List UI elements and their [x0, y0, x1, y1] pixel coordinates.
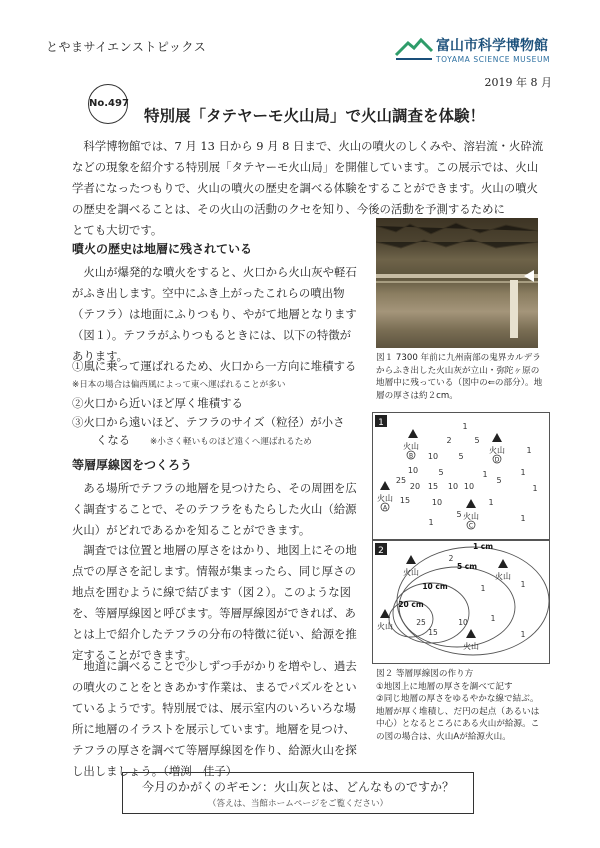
volcano-label: 火山 [403, 442, 419, 451]
svg-text:10: 10 [463, 482, 475, 491]
monthly-question-box [122, 772, 474, 814]
isopach-paragraph-3: 地道に調べることで少しずつ手がかりを増やし、過去の噴火のことをときあかす作業は、まるでパズルをといているようです。特別展では、展示室内のいろいろな場所に地層のイラストを展示しています。地層を見つけ、テフラの厚さを調べて等層厚線図を作り、給源火山を探し出しましょう。（増渕 佳子） [72, 659, 357, 778]
svg-text:D: D [494, 456, 500, 464]
arrow-marker-icon [524, 270, 534, 282]
monthly-question: 今月のかがくのギモン：火山灰とは、どんなものですか？ [141, 780, 454, 794]
figure1-caption [376, 352, 546, 402]
figure2-caption [376, 668, 546, 743]
panel-label: 2 [378, 546, 384, 556]
answer-note: （答えは、当館ホームページをご覧ください） [207, 799, 389, 809]
feature-item-3-cont: くなる [96, 433, 131, 447]
svg-text:5: 5 [438, 468, 444, 477]
svg-text:1: 1 [520, 514, 526, 523]
section-heading-strata: 噴火の歴史は地層に残されている [72, 242, 253, 256]
volcano-label: 火山 [403, 568, 419, 577]
figure2-caption-line-1: ①地図上に地層の厚さを調べて記す [376, 681, 513, 692]
figure1-caption-text: 図１ 7300 年前に九州南部の鬼界カルデラからふき出した火山灰が立山・弥陀ヶ原の地層中に残っている（図中の⇐の部分）。地層の厚さは約２cm。 [376, 353, 543, 401]
svg-text:1: 1 [428, 518, 434, 527]
svg-text:10: 10 [431, 498, 443, 507]
svg-text:25: 25 [416, 618, 426, 627]
section-strata-body: 火山が爆発的な噴火をすると、火口から火山灰や軽石がふき出します。空中にふき上がったこれらの噴出物（テフラ）は地面にふりつもり、やがて地層となります（図１）。テフラがふりつもるときには、以下の特徴があります。 [72, 265, 357, 363]
svg-text:1: 1 [520, 468, 526, 477]
issue-date: 2019 年 8 月 [484, 76, 552, 89]
isopach-figure-step1 [372, 412, 550, 540]
svg-text:5: 5 [496, 476, 502, 485]
svg-text:B: B [408, 452, 414, 460]
feature-item-3: ③火口から遠いほど、テフラのサイズ（粒径）が小さ [72, 415, 345, 429]
panel-label: 1 [378, 418, 384, 428]
feature-note-1: ※日本の場合は偏西風によって東へ運ばれることが多い [72, 380, 286, 390]
svg-text:15: 15 [428, 628, 438, 637]
svg-text:10: 10 [427, 452, 439, 461]
volcano-label: 火山 [495, 572, 511, 581]
svg-text:1: 1 [462, 422, 468, 431]
intro-paragraph-end: とても大切です。 [72, 223, 163, 237]
svg-text:25: 25 [395, 476, 407, 485]
svg-text:10: 10 [447, 482, 459, 491]
isopach-paragraph-1: ある場所でテフラの地層を見つけたら、その周囲を広く調査することで、そのテフラをもたらした火山（給源火山）がどれであるかを知ることができます。 [72, 481, 357, 537]
svg-text:1: 1 [490, 614, 496, 623]
feature-item-1: ①風に乗って運ばれるため、火口から一方向に堆積する [72, 359, 357, 373]
volcano-label: 火山 [377, 622, 393, 631]
svg-text:1: 1 [482, 470, 488, 479]
svg-text:1: 1 [532, 484, 538, 493]
volcano-label: 火山 [489, 446, 505, 455]
svg-text:5: 5 [458, 452, 464, 461]
figure2-caption-line-2: ②同じ地層の厚さをゆるやかな線で結ぶ。地層が厚く堆積し、だ円の起点（あるいは中心）となるところにある火山が給源。この図の場合は、火山Aが給源火山。 [376, 694, 540, 742]
volcano-label: 火山 [463, 512, 479, 521]
series-title: とやまサイエンストピックス [46, 40, 207, 54]
volcano-label: 火山 [463, 642, 479, 651]
svg-text:1: 1 [480, 584, 486, 593]
contour-label: 1 cm [472, 542, 494, 551]
mountain-logo-icon [394, 37, 434, 61]
feature-item-2: ②火口から近いほど厚く堆積する [72, 396, 243, 410]
intro-paragraph: 科学博物館では、7 月 13 日から 9 月 8 日まで、火山の噴火のしくみや、溶岩流・火砕流などの現象を紹介する特別展「タテヤーモ火山局」を開催しています。この展示では、火山学者になったつもりで、火山の噴火の歴史を調べる体験をすることができます。火山の噴火の歴史を調べることは、その火山の活動のクセを知り、今後の活動を予測するために [72, 139, 544, 216]
svg-text:20: 20 [409, 482, 421, 491]
issue-number-badge: No.497 [88, 84, 128, 124]
museum-name-en: TOYAMA SCIENCE MUSEUM [436, 55, 551, 64]
svg-text:1: 1 [488, 498, 494, 507]
volcano-label: 火山 [377, 494, 393, 503]
svg-text:15: 15 [427, 482, 439, 491]
figure2-caption-title: 図２ 等層厚線図の作り方 [376, 669, 474, 679]
contour-label: 20 cm [398, 600, 424, 609]
feature-note-3: ※小さく軽いものほど遠くへ運ばれるため [150, 437, 312, 447]
svg-text:A: A [382, 504, 388, 512]
svg-text:10: 10 [407, 466, 419, 475]
museum-name: 富山市科学博物館 [436, 38, 548, 54]
museum-logo[interactable] [394, 33, 564, 71]
svg-text:15: 15 [399, 496, 411, 505]
contour-label: 5 cm [456, 562, 478, 571]
svg-text:5: 5 [456, 510, 462, 519]
contour-label: 10 cm [422, 582, 448, 591]
svg-text:1: 1 [526, 446, 532, 455]
page-title: 特別展「タテヤーモ火山局」で火山調査を体験！ [144, 107, 486, 125]
isopach-paragraph-2: 調査では位置と地層の厚さをはかり、地図上にその地点での厚さを記します。情報が集まったら、同じ厚さの地点を囲むように線で結びます（図２）。このような図を、等層厚線図と呼びます。等層厚線図ができれば、あとは上で紹介したテフラの分布の特徴に従い、給源を推定することができます。 [72, 543, 357, 662]
svg-text:C: C [468, 522, 474, 530]
section-heading-isopach: 等層厚線図をつくろう [72, 458, 193, 472]
svg-text:1: 1 [520, 580, 526, 589]
svg-text:2: 2 [448, 554, 454, 563]
isopach-figure-step2 [372, 540, 550, 664]
svg-text:1: 1 [520, 630, 526, 639]
strata-photo [376, 218, 538, 348]
svg-text:2: 2 [446, 436, 452, 445]
svg-text:5: 5 [474, 436, 480, 445]
svg-text:10: 10 [458, 618, 468, 627]
